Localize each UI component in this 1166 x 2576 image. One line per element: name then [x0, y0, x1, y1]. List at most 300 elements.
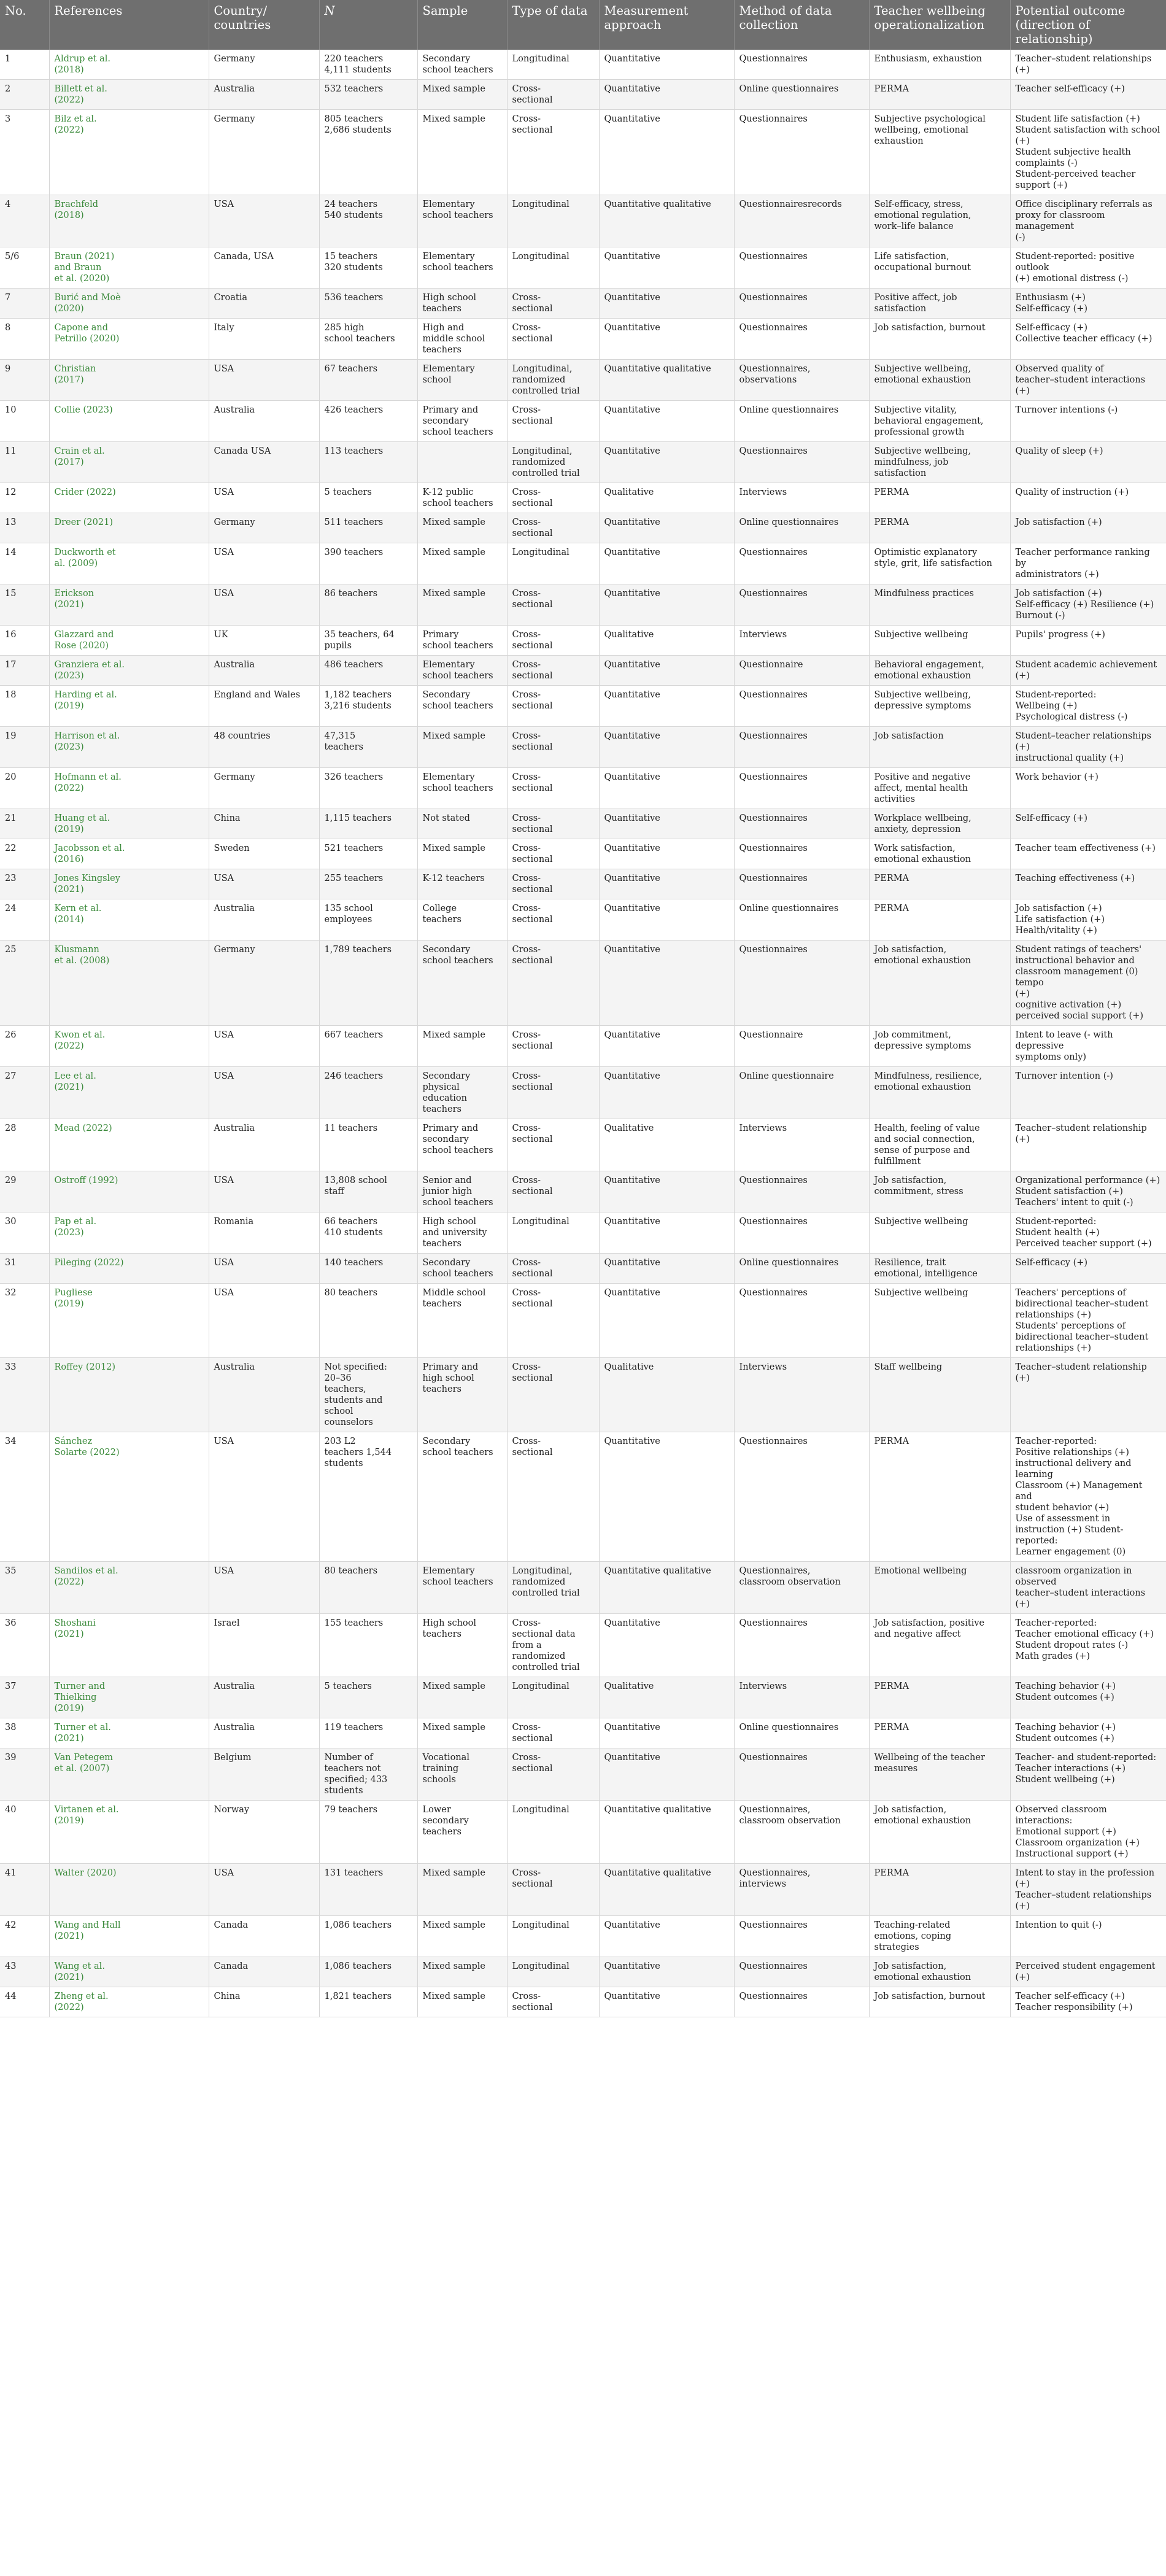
reference-link[interactable]: and Braun — [54, 263, 102, 273]
reference-link[interactable]: Glazzard and — [54, 630, 114, 640]
cell-line: Teacher team effectiveness (+) — [1015, 844, 1156, 853]
cell-line: 246 teachers — [324, 1071, 384, 1081]
cell-line: Life satisfaction, — [874, 252, 949, 262]
cell-n — [319, 401, 417, 442]
reference-link[interactable]: Duckworth et — [54, 548, 116, 557]
cell-sample — [417, 1987, 507, 2017]
reference-link[interactable]: (2022) — [54, 95, 84, 105]
reference-link[interactable]: Erickson — [54, 589, 95, 599]
reference-link[interactable]: Lee et al. — [54, 1071, 96, 1081]
reference-link[interactable]: al. (2009) — [54, 559, 98, 568]
cell-type-of-data — [507, 768, 599, 809]
cell-line: Quality of instruction (+) — [1015, 487, 1129, 497]
reference-link[interactable]: (2019) — [54, 1299, 84, 1309]
cell-type-of-data — [507, 1254, 599, 1284]
cell-potential-outcome — [1010, 941, 1166, 1026]
cell-reference — [49, 869, 209, 899]
cell-country — [209, 768, 319, 809]
cell-country — [209, 360, 319, 401]
cell-measurement-approach — [599, 869, 734, 899]
cell-line: Interviews — [739, 630, 787, 640]
cell-n — [319, 839, 417, 869]
reference-link[interactable]: (2021) — [54, 600, 84, 610]
cell-line: sectional — [512, 2003, 553, 2012]
cell-line: sectional data — [512, 1629, 576, 1639]
cell-line: Canada — [214, 1961, 249, 1971]
cell-line: Cross- — [512, 405, 541, 415]
cell-line: (-) — [1015, 233, 1025, 242]
cell-line: Quantitative — [604, 54, 660, 64]
cell-method-of-data-collection — [734, 1432, 869, 1562]
cell-line: USA — [214, 1437, 234, 1446]
cell-reference — [49, 195, 209, 247]
cell-potential-outcome — [1010, 626, 1166, 656]
cell-line: 390 teachers — [324, 548, 384, 557]
cell-line: Mixed sample — [422, 1920, 485, 1930]
reference-link[interactable]: Billett et al. — [54, 84, 107, 94]
cell-n — [319, 442, 417, 483]
cell-line: junior high — [422, 1187, 473, 1197]
reference-link[interactable]: (2017) — [54, 375, 84, 385]
reference-link[interactable]: Virtanen et al. — [54, 1805, 119, 1815]
cell-wellbeing-operationalization — [869, 1677, 1010, 1718]
cell-line: Qualitative — [604, 1123, 654, 1133]
reference-link[interactable]: (2014) — [54, 915, 84, 925]
cell-line: Germany — [214, 518, 255, 527]
cell-method-of-data-collection — [734, 110, 869, 195]
cell-line: Longitudinal — [512, 200, 569, 209]
cell-method-of-data-collection — [734, 401, 869, 442]
cell-potential-outcome — [1010, 809, 1166, 839]
cell-line: training — [422, 1764, 459, 1774]
reference-link[interactable]: Klusmann — [54, 945, 99, 955]
cell-line: Mixed sample — [422, 1868, 485, 1878]
cell-sample — [417, 809, 507, 839]
cell-n — [319, 1119, 417, 1171]
reference-link[interactable]: Christian — [54, 364, 96, 374]
reference-link[interactable]: (2021) — [54, 1629, 84, 1639]
reference-link[interactable]: Shoshani — [54, 1618, 96, 1628]
cell-reference — [49, 768, 209, 809]
reference-link[interactable]: Petrillo (2020) — [54, 334, 120, 344]
reference-link[interactable]: (2019) — [54, 701, 84, 711]
cell-line: Cross- — [512, 1071, 541, 1081]
cell-line: K-12 public — [422, 487, 474, 497]
cell-line: 486 teachers — [324, 660, 384, 670]
cell-n — [319, 360, 417, 401]
reference-link[interactable]: Solarte (2022) — [54, 1448, 120, 1457]
cell-line: PERMA — [874, 1868, 909, 1878]
cell-line: Teachers' intent to quit (-) — [1015, 1198, 1133, 1208]
reference-link[interactable]: (2019) — [54, 1704, 84, 1713]
reference-link[interactable]: (2018) — [54, 65, 84, 75]
reference-link[interactable]: Ostroff (1992) — [54, 1176, 118, 1185]
reference-link[interactable]: Thielking — [54, 1693, 97, 1702]
cell-line: Positive and negative — [874, 772, 971, 782]
cell-sample — [417, 899, 507, 941]
header-teacher-wellbeing-operationalization: Teacher wellbeing operationalization — [869, 0, 1010, 50]
cell-line: perceived social support (+) — [1015, 1011, 1144, 1021]
reference-link[interactable]: Turner and — [54, 1682, 106, 1691]
cell-line: Not stated — [422, 813, 470, 823]
reference-link[interactable]: Aldrup et al. — [54, 54, 110, 64]
cell-method-of-data-collection — [734, 1171, 869, 1212]
cell-line: Secondary — [422, 945, 471, 955]
cell-line: Student–teacher relationships (+) — [1015, 731, 1151, 752]
cell-line: sectional — [512, 1135, 553, 1144]
table-row — [0, 247, 1166, 289]
cell-line: secondary — [422, 1135, 469, 1144]
reference-link[interactable]: Collie (2023) — [54, 405, 113, 415]
cell-line: Secondary — [422, 690, 471, 700]
cell-line: Quality of sleep (+) — [1015, 446, 1103, 456]
cell-line: Student-reported: positive outlook — [1015, 252, 1135, 273]
cell-line: school teachers — [422, 1448, 493, 1457]
cell-sample — [417, 401, 507, 442]
reference-link[interactable]: (2022) — [54, 2003, 84, 2012]
reference-link[interactable]: (2019) — [54, 1816, 84, 1826]
cell-line: Online questionnaires — [739, 1258, 839, 1268]
cell-line: Cross- — [512, 1437, 541, 1446]
cell-method-of-data-collection — [734, 727, 869, 768]
cell-type-of-data — [507, 1119, 599, 1171]
cell-line: 1,115 teachers — [324, 813, 392, 823]
reference-link[interactable]: Zheng et al. — [54, 1992, 109, 2001]
cell-type-of-data — [507, 50, 599, 80]
cell-line: Quantitative qualitative — [604, 1805, 711, 1815]
cell-line: PERMA — [874, 487, 909, 497]
cell-line: Health, feeling of value — [874, 1123, 980, 1133]
cell-country — [209, 1748, 319, 1801]
reference-link[interactable]: Pap et al. — [54, 1217, 97, 1227]
reference-link[interactable]: (2023) — [54, 1228, 84, 1238]
cell-line: Teaching-related — [874, 1920, 951, 1930]
cell-type-of-data — [507, 1801, 599, 1864]
cell-line: Pupils' progress (+) — [1015, 630, 1105, 640]
reference-link[interactable]: Sánchez — [54, 1437, 93, 1446]
cell-line: Quantitative qualitative — [604, 1566, 711, 1576]
reference-link[interactable]: (2022) — [54, 125, 84, 135]
cell-no: 12 — [0, 483, 49, 513]
cell-line: Senior and — [422, 1176, 472, 1185]
cell-line: Subjective wellbeing — [874, 1217, 968, 1227]
cell-wellbeing-operationalization — [869, 899, 1010, 941]
cell-line: PERMA — [874, 84, 909, 94]
cell-reference — [49, 1067, 209, 1119]
reference-link[interactable]: Rose (2020) — [54, 641, 109, 651]
cell-measurement-approach — [599, 1026, 734, 1067]
cell-line: strategies — [874, 1942, 919, 1952]
reference-link[interactable]: Kern et al. — [54, 904, 102, 914]
table-row — [0, 1864, 1166, 1916]
reference-link[interactable]: (2023) — [54, 671, 84, 681]
reference-link[interactable]: (2023) — [54, 742, 84, 752]
cell-potential-outcome — [1010, 1432, 1166, 1562]
table-row — [0, 1957, 1166, 1987]
cell-line: middle school — [422, 334, 485, 344]
reference-link[interactable]: Huang et al. — [54, 813, 110, 823]
cell-measurement-approach — [599, 50, 734, 80]
cell-line: Longitudinal — [512, 252, 569, 262]
reference-link[interactable]: Harding et al. — [54, 690, 117, 700]
reference-link[interactable]: Van Petegem — [54, 1753, 113, 1763]
cell-line: Job satisfaction, positive — [874, 1618, 985, 1628]
reference-link[interactable]: Kwon et al. — [54, 1030, 106, 1040]
cell-method-of-data-collection — [734, 656, 869, 686]
cell-line: Teacher–student relationships (+) — [1015, 1890, 1152, 1911]
cell-line: 20–36 — [324, 1373, 352, 1383]
cell-line: Canada — [214, 1920, 249, 1930]
cell-line: Longitudinal — [512, 1805, 569, 1815]
cell-no: 13 — [0, 513, 49, 543]
cell-line: Job satisfaction (+) — [1015, 904, 1102, 914]
cell-potential-outcome — [1010, 869, 1166, 899]
reference-link[interactable]: Bilz et al. — [54, 114, 97, 124]
cell-sample — [417, 1916, 507, 1957]
cell-line: secondary — [422, 1816, 469, 1826]
cell-potential-outcome — [1010, 1614, 1166, 1677]
cell-line: sectional — [512, 1269, 553, 1279]
cell-line: sectional — [512, 671, 553, 681]
cell-line: Teacher responsibility (+) — [1015, 2003, 1133, 2012]
cell-measurement-approach — [599, 1801, 734, 1864]
cell-line: Quantitative — [604, 1618, 660, 1628]
reference-link[interactable]: Roffey (2012) — [54, 1362, 116, 1372]
reference-link[interactable]: Pugliese — [54, 1288, 93, 1298]
reference-link[interactable]: (2017) — [54, 457, 84, 467]
cell-no: 8 — [0, 319, 49, 360]
cell-potential-outcome — [1010, 1748, 1166, 1801]
cell-line: students and — [324, 1395, 383, 1405]
reference-link[interactable]: Jones Kingsley — [54, 874, 120, 883]
cell-line: Mixed sample — [422, 1992, 485, 2001]
cell-line: sectional — [512, 1082, 553, 1092]
cell-country — [209, 1957, 319, 1987]
cell-sample — [417, 1677, 507, 1718]
cell-measurement-approach — [599, 1119, 734, 1171]
cell-line: Quantitative — [604, 252, 660, 262]
reference-link[interactable]: (2021) — [54, 1931, 84, 1941]
reference-link[interactable]: (2019) — [54, 824, 84, 834]
cell-line: Online questionnaires — [739, 518, 839, 527]
reference-link[interactable]: Turner et al. — [54, 1723, 111, 1732]
reference-link[interactable]: (2021) — [54, 885, 84, 894]
cell-country — [209, 319, 319, 360]
cell-line: Teacher–student relationship (+) — [1015, 1362, 1147, 1383]
cell-line: Wellbeing (+) — [1015, 701, 1078, 711]
cell-line: relationships (+) — [1015, 1343, 1092, 1353]
cell-line: Job satisfaction, — [874, 945, 947, 955]
cell-measurement-approach — [599, 1614, 734, 1677]
reference-link[interactable]: (2022) — [54, 1041, 84, 1051]
cell-line: instructional quality (+) — [1015, 753, 1124, 763]
cell-measurement-approach — [599, 543, 734, 584]
reference-link[interactable]: Crain et al. — [54, 446, 105, 456]
reference-link[interactable]: et al. (2008) — [54, 956, 110, 966]
cell-wellbeing-operationalization — [869, 360, 1010, 401]
reference-link[interactable]: (2021) — [54, 1082, 84, 1092]
cell-line: Primary and — [422, 405, 479, 415]
reference-link[interactable]: (2018) — [54, 211, 84, 220]
cell-no: 25 — [0, 941, 49, 1026]
table-row — [0, 360, 1166, 401]
cell-line: sectional — [512, 824, 553, 834]
cell-potential-outcome — [1010, 319, 1166, 360]
cell-line: and university — [422, 1228, 487, 1238]
cell-line: sectional — [512, 1734, 553, 1744]
reference-link[interactable]: (2020) — [54, 304, 84, 314]
cell-no: 27 — [0, 1067, 49, 1119]
cell-line: Psychological distress (-) — [1015, 712, 1128, 722]
cell-line: and social connection, — [874, 1135, 975, 1144]
cell-line: Cross- — [512, 813, 541, 823]
cell-wellbeing-operationalization — [869, 1562, 1010, 1614]
reference-link[interactable]: Sandilos et al. — [54, 1566, 118, 1576]
cell-n — [319, 513, 417, 543]
cell-line: Mixed sample — [422, 1682, 485, 1691]
cell-no: 36 — [0, 1614, 49, 1677]
cell-line: Mixed sample — [422, 84, 485, 94]
cell-line: High school — [422, 1217, 477, 1227]
cell-line: Self-efficacy, stress, — [874, 200, 963, 209]
reference-link[interactable]: et al. (2007) — [54, 1764, 110, 1774]
cell-reference — [49, 1718, 209, 1748]
cell-line: Questionnaires — [739, 945, 808, 955]
reference-link[interactable]: Mead (2022) — [54, 1123, 112, 1133]
cell-reference — [49, 1748, 209, 1801]
cell-line: high school — [422, 1373, 474, 1383]
reference-link[interactable]: Crider (2022) — [54, 487, 116, 497]
cell-line: activities — [874, 794, 916, 804]
cell-sample — [417, 869, 507, 899]
table-row — [0, 1171, 1166, 1212]
cell-line: school teachers — [422, 211, 493, 220]
cell-method-of-data-collection — [734, 543, 869, 584]
cell-line: Cross- — [512, 1176, 541, 1185]
cell-no: 23 — [0, 869, 49, 899]
cell-country — [209, 50, 319, 80]
reference-link[interactable]: (2021) — [54, 1734, 84, 1744]
cell-line: Longitudinal, — [512, 364, 573, 374]
cell-n — [319, 1864, 417, 1916]
cell-reference — [49, 686, 209, 727]
cell-line: USA — [214, 364, 234, 374]
cell-line: High school — [422, 1618, 477, 1628]
cell-line: Job satisfaction, burnout — [874, 1992, 986, 2001]
cell-no: 32 — [0, 1284, 49, 1358]
cell-line: PERMA — [874, 904, 909, 914]
cell-no: 40 — [0, 1801, 49, 1864]
cell-line: (+) emotional distress (-) — [1015, 274, 1129, 284]
cell-line: Quantitative — [604, 731, 660, 741]
reference-link[interactable]: Walter (2020) — [54, 1868, 117, 1878]
cell-sample — [417, 1067, 507, 1119]
cell-line: PERMA — [874, 1723, 909, 1732]
cell-country — [209, 80, 319, 110]
cell-line: Mixed sample — [422, 589, 485, 599]
table-row — [0, 899, 1166, 941]
reference-link[interactable]: Granziera et al. — [54, 660, 125, 670]
cell-line: Qualitative — [604, 487, 654, 497]
cell-no: 28 — [0, 1119, 49, 1171]
reference-link[interactable]: Burić and Moè — [54, 293, 121, 303]
reference-link[interactable]: Wang and Hall — [54, 1920, 121, 1930]
reference-link[interactable]: Pileging (2022) — [54, 1258, 124, 1268]
cell-no: 35 — [0, 1562, 49, 1614]
cell-reference — [49, 1026, 209, 1067]
cell-reference — [49, 110, 209, 195]
cell-line: Questionnaires — [739, 252, 808, 262]
reference-link[interactable]: Braun (2021) — [54, 252, 115, 262]
cell-line: Quantitative — [604, 1258, 660, 1268]
cell-line: teachers — [422, 304, 461, 314]
cell-potential-outcome — [1010, 80, 1166, 110]
reference-link[interactable]: Harrison et al. — [54, 731, 120, 741]
cell-country — [209, 1801, 319, 1864]
cell-reference — [49, 1432, 209, 1562]
cell-line: Australia — [214, 1362, 255, 1372]
reference-link[interactable]: Hofmann et al. — [54, 772, 122, 782]
cell-line: Job satisfaction (+) — [1015, 589, 1102, 599]
reference-link[interactable]: (2016) — [54, 855, 84, 864]
reference-link[interactable]: (2022) — [54, 1577, 84, 1587]
reference-link[interactable]: Dreer (2021) — [54, 518, 113, 527]
cell-potential-outcome — [1010, 110, 1166, 195]
cell-potential-outcome — [1010, 1677, 1166, 1718]
cell-line: Primary and — [422, 1123, 479, 1133]
reference-link[interactable]: Brachfeld — [54, 200, 99, 209]
cell-type-of-data — [507, 839, 599, 869]
cell-line: Quantitative — [604, 660, 660, 670]
cell-line: students — [324, 1786, 363, 1796]
cell-line: Mixed sample — [422, 518, 485, 527]
cell-line: sectional — [512, 95, 553, 105]
reference-link[interactable]: (2021) — [54, 1973, 84, 1982]
cell-sample — [417, 584, 507, 626]
cell-line: PERMA — [874, 518, 909, 527]
reference-link[interactable]: (2022) — [54, 783, 84, 793]
cell-line: sectional — [512, 885, 553, 894]
reference-link[interactable]: et al. (2020) — [54, 274, 110, 284]
cell-line: 220 teachers — [324, 54, 384, 64]
cell-country — [209, 626, 319, 656]
cell-line: 48 countries — [214, 731, 271, 741]
cell-country — [209, 1026, 319, 1067]
cell-type-of-data — [507, 1432, 599, 1562]
reference-link[interactable]: Wang et al. — [54, 1961, 105, 1971]
cell-line: High school — [422, 293, 477, 303]
cell-line: Questionnaires, — [739, 1868, 811, 1878]
cell-line: satisfaction — [874, 304, 927, 314]
cell-no: 15 — [0, 584, 49, 626]
reference-link[interactable]: Capone and — [54, 323, 109, 333]
cell-reference — [49, 626, 209, 656]
cell-method-of-data-collection — [734, 1748, 869, 1801]
cell-n — [319, 809, 417, 839]
cell-line: Life satisfaction (+) — [1015, 915, 1105, 925]
cell-measurement-approach — [599, 1358, 734, 1432]
cell-line: Cross- — [512, 589, 541, 599]
cell-line: teachers — [422, 915, 461, 925]
table-row — [0, 1284, 1166, 1358]
cell-line: Quantitative — [604, 1176, 660, 1185]
table-row — [0, 1254, 1166, 1284]
cell-line: Questionnaires — [739, 323, 808, 333]
cell-line: Longitudinal — [512, 1217, 569, 1227]
cell-line: Number of — [324, 1753, 373, 1763]
reference-link[interactable]: Jacobsson et al. — [54, 844, 125, 853]
cell-line: sense of purpose and — [874, 1146, 970, 1155]
